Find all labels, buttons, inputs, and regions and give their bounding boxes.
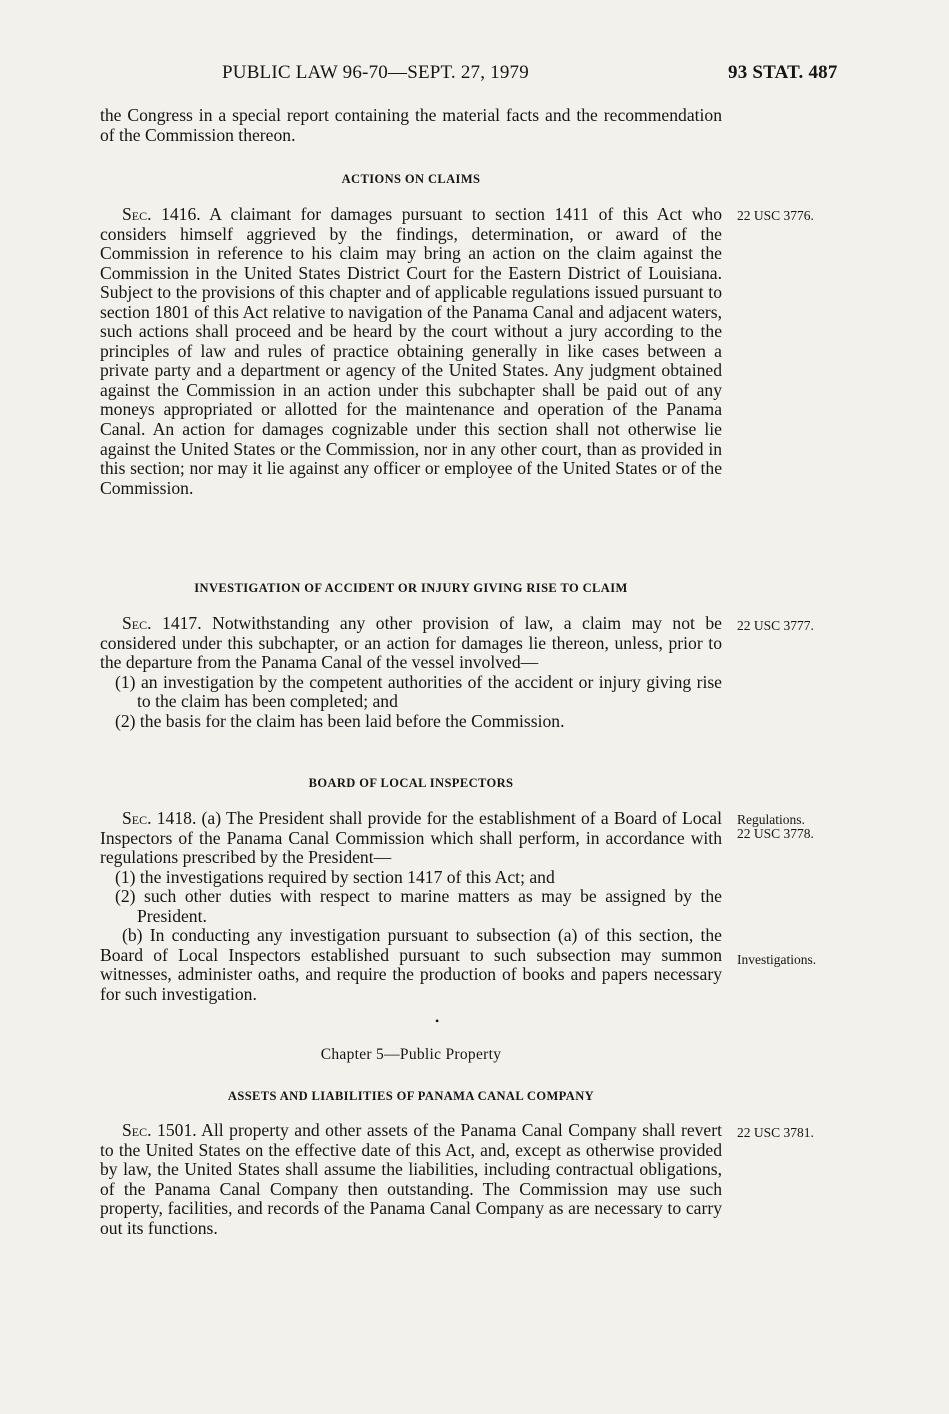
section-1418-body-a: 1418. (a) The President shall provide for the establishment of a Board of Local Inspectors of the Panama Canal Commission which shall perform, in accordance with regulations prescribed by the President— [100,808,722,868]
sec-label: Sec. [122,613,152,633]
section-1416-text [100,205,722,498]
margin-note-3778: 22 USC 3778. [737,826,814,841]
list-item: (1) the investigations required by section 1417 of this Act; and [115,866,555,887]
section-1416 [100,205,722,498]
margin-note-investigations: Investigations. [737,952,817,967]
section-1418-text-b: (b) In conducting any investigation pursuant to subsection (a) of this section, the Board of Local Inspectors established pursuant to such subsection may summon witnesses, administer oaths, and require the production of books and papers necessary for such investigation. [100,925,722,1004]
margin-note-3781: 22 USC 3781. [737,1125,814,1140]
section-1418 [100,809,722,1004]
section-1501-text [100,1121,722,1238]
running-header-title: PUBLIC LAW 96-70—SEPT. 27, 1979 [222,62,529,83]
section-1417-text [100,614,722,673]
sec-label: Sec. [122,204,152,224]
list-item: (2) such other duties with respect to marine matters as may be assigned by the President. [115,886,722,926]
section-1417-body: 1417. Notwithstanding any other provision of law, a claim may not be considered under this subchapter, or an action for damages lie thereon, unless, prior to the departure from the Panama Canal of the vessel involved— [100,613,722,673]
margin-note-regulations: Regulations. [737,812,805,827]
section-1416-body: 1416. A claimant for damages pursuant to section 1411 of this Act who considers himself aggrieved by the findings, determination, or award of the Commission in reference to his claim may bring an action on the claim against the Commission in the United States District Court for the Eastern District of Louisiana. Subject to the provisions of this chapter and of applicable regulations issued pursuant to section 1801 of this Act relative to navigation of the Panama Canal and adjacent waters, such actions shall proceed and be heard by the court without a jury according to the principles of law and rules of practice obtaining generally in like cases between a private party and a department or agency of the United States. Any judgment obtained against the Commission in an action under this subchapter shall be paid out of any moneys appropriated or allotted for the maintenance and operation of the Panama Canal. An action for damages cognizable under this section shall not otherwise lie against the United States or the Commission, nor in any other court, than as provided in this section; nor may it lie against any officer or employee of the United States or of the Commission. [100,204,722,498]
sec-label: Sec. [122,1120,152,1140]
heading-board-of-local-inspectors: BOARD OF LOCAL INSPECTORS [308,776,514,790]
intro-text: the Congress in a special report containing the material facts and the recommendation of the Commission thereon. [100,105,722,145]
margin-note-3777: 22 USC 3777. [737,618,814,633]
heading-actions-on-claims: ACTIONS ON CLAIMS [341,172,481,186]
section-1418-text-a [100,809,722,868]
section-1501 [100,1121,722,1238]
margin-note-3776: 22 USC 3776. [737,208,814,223]
heading-investigation-of-accident: INVESTIGATION OF ACCIDENT OR INJURY GIVING RISE TO CLAIM [194,581,628,595]
intro-paragraph [100,106,722,145]
list-item: (2) the basis for the claim has been laid before the Commission. [115,710,565,731]
list-item: (1) an investigation by the competent authorities of the accident or injury giving rise to the claim has been completed; and [115,671,722,712]
decorative-dot: • [435,1014,440,1028]
section-1417 [100,614,722,731]
sec-label: Sec. [122,808,152,828]
section-1501-body: 1501. All property and other assets of the Panama Canal Company shall revert to the United States on the effective date of this Act, and, except as otherwise provided by law, the United States shall assume the liabilities, including contractual obligations, of the Panama Canal Company then outstanding. The Commission may use such property, facilities, and records of the Panama Canal Company as are necessary to carry out its functions. [100,1120,722,1238]
chapter-5-heading: Chapter 5—Public Property [320,1046,502,1063]
heading-assets-and-liabilities: ASSETS AND LIABILITIES OF PANAMA CANAL COMPANY [227,1089,595,1103]
running-header-stat: 93 STAT. 487 [728,62,838,83]
